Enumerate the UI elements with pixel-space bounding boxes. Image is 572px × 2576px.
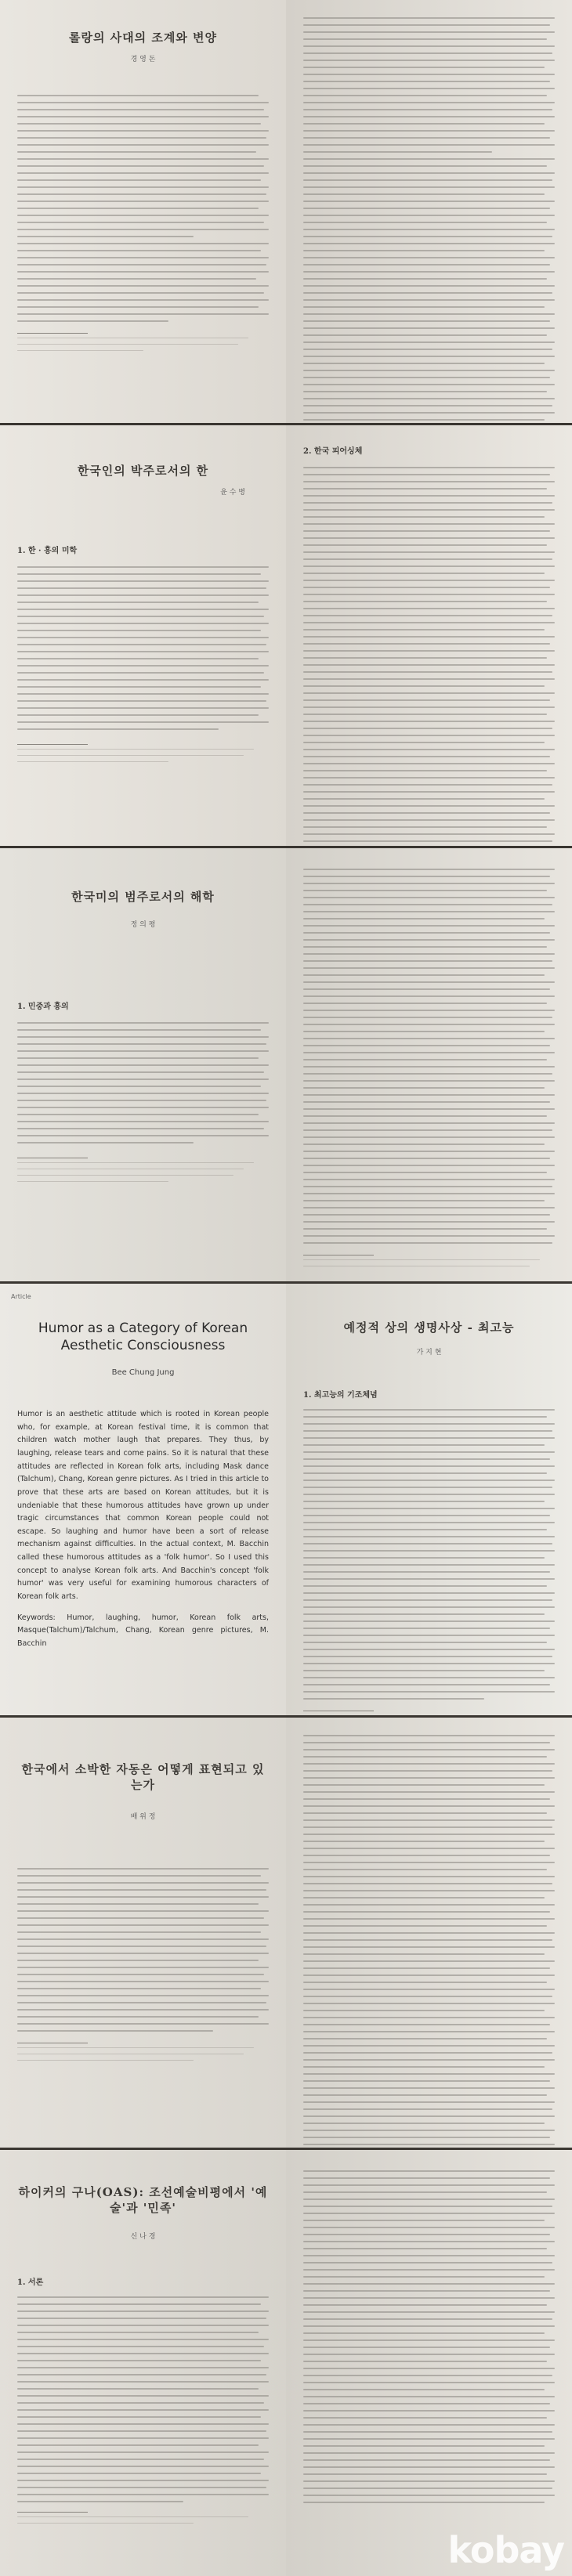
footnote [17,333,269,351]
footnote [17,744,269,762]
spread-2 [0,425,572,846]
article-author: 가 지 현 [416,1349,442,1357]
page-5-left [0,1718,286,2148]
running-head: Article [11,1293,31,1300]
article-title: 한국미의 범주로서의 해학 [71,890,215,904]
section-heading: 1. 민중과 흥의 [17,1003,69,1012]
body-text [17,1868,269,2032]
page-2-left [0,425,286,846]
body-text [303,1409,555,1700]
body-text [303,467,555,846]
article-title: 한국인의 박주로서의 한 [77,464,209,478]
article-title: Humor as a Category of Korean Aesthetic Consciousness [38,1321,248,1354]
body-text [303,2170,555,2503]
page-2-right [286,425,572,846]
article-author: 배 위 정 [130,1812,156,1821]
page-6-right [286,2150,572,2576]
spread-6 [0,2150,572,2576]
page-3-right [286,848,572,1281]
spread-3 [0,848,572,1281]
footnote [17,2512,269,2524]
body-text [17,566,269,730]
body-text [17,2296,269,2502]
page-1-left [0,0,286,423]
spread-5 [0,1718,572,2148]
footnote [17,1158,269,1182]
article-author: 경 영 돈 [130,56,156,64]
section-heading: 1. 한 · 흥의 미학 [17,547,78,556]
article-author: 신 나 경 [130,2232,156,2241]
article-title: 롤랑의 사대의 조계와 변양 [68,31,218,45]
spread-1 [0,0,572,423]
abstract-text: Humor is an aesthetic attitude which is rooted in Korean people who, for example, at Korean festival time, it is common that children watch mother laugh that prepares. They thus, by laughing, release tears and come pains. So it is natural that these attitudes are reflected in Korean folk arts, including Mask dance (Talchum), Chang, Korean genre pictures. As I tried in this article to prove that these arts are based on Korean attitudes, but it is undeniable that these humorous attitudes have grown up under tragic circumstances that common Korean people could not escape. So laughing and humor have been a sort of release mechanism against difficulties. In the actual context, M. Bacchin called these humorous attitudes as a 'folk humor'. So I used this concept to analyse Korean folk arts. And Bacchin's concept 'folk humor' was very useful for examining humorous characters of Korean folk arts. [17,1410,269,1601]
page-5-right [286,1718,572,2148]
body-text [17,95,269,322]
page-6-left [0,2150,286,2576]
page-4-left [0,1284,286,1715]
article-title: 한국에서 소박한 자동은 어떻게 표현되고 있는가 [21,1762,265,1793]
article-title: 하이커의 구나(OAS): 조선예술비평에서 '예술'과 '민족' [18,2185,268,2216]
spread-4 [0,1284,572,1715]
article-author: 정 의 평 [130,921,156,930]
keywords-text: Keywords: Humor, laughing, humor, Korean folk arts, Masque(Talchum)/Talchum, Chang, Korean genre pictures, M. Bacchin [17,1613,269,1648]
page-3-left [0,848,286,1281]
page-4-right [286,1284,572,1715]
page-1-right [286,0,572,423]
article-title: 예정적 상의 생명사상 - 최고능 [343,1321,515,1335]
footnote [17,2043,269,2061]
article-author: 윤 수 병 [220,489,245,497]
watermark-logo: kobay [447,2529,564,2571]
article-author: Bee Chung Jung [111,1368,175,1378]
body-text [17,1022,269,1143]
body-text [303,1735,555,2148]
body-text [303,869,555,1244]
section-heading: 1. 서론 [17,2278,44,2287]
section-heading: 2. 한국 피어싱체 [303,447,363,456]
body-text [303,17,555,423]
footnote [303,1255,555,1266]
section-heading: 1. 최고능의 기조체념 [303,1391,378,1400]
